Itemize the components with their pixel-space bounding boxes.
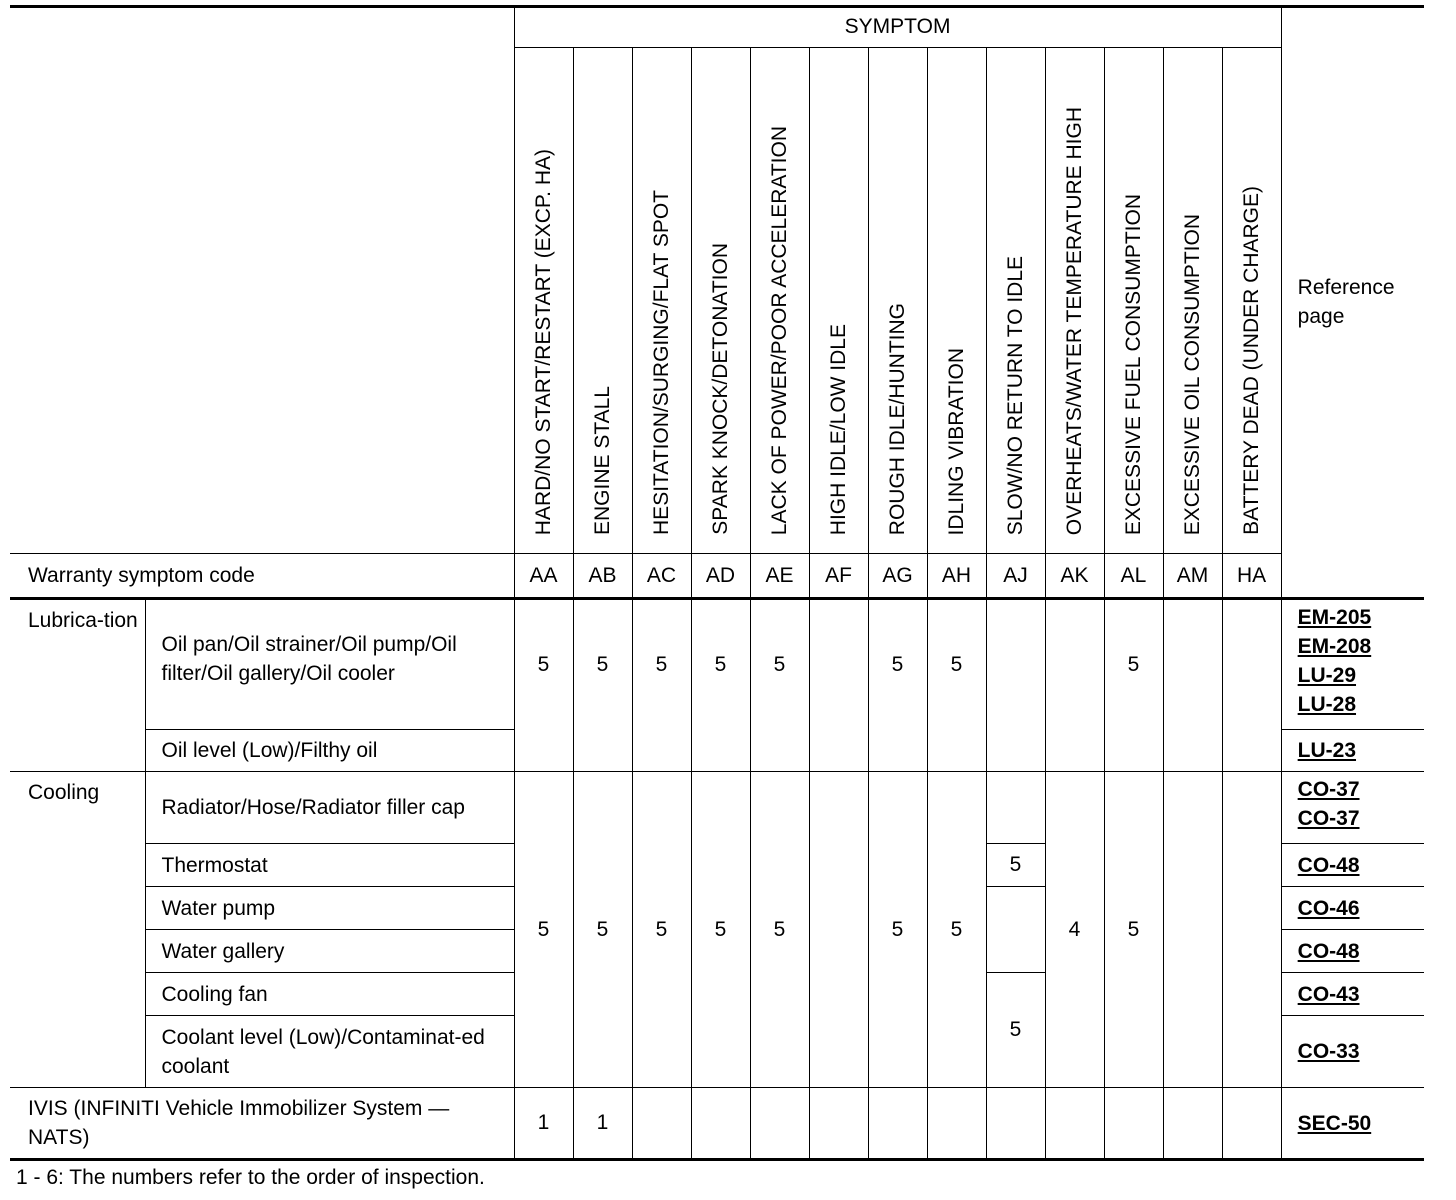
lub-val bbox=[809, 599, 868, 772]
symptom-col-13: BATTERY DEAD (UNDER CHARGE) bbox=[1222, 48, 1281, 554]
symptom-col-12: EXCESSIVE OIL CONSUMPTION bbox=[1163, 48, 1222, 554]
lub-val: 5 bbox=[514, 599, 573, 772]
lub-val: 5 bbox=[750, 599, 809, 772]
ref-link[interactable]: SEC-50 bbox=[1297, 1111, 1372, 1135]
cooling-fan-row: Cooling fan bbox=[145, 973, 514, 1016]
lubrication-oil-pan-row: Oil pan/Oil strainer/Oil pump/Oil filter/Oil gallery/Oil cooler bbox=[145, 599, 514, 730]
code-ag: AG bbox=[868, 554, 927, 599]
symptom-col-8: IDLING VIBRATION bbox=[927, 48, 986, 554]
cool-slow-thermostat: 5 bbox=[986, 844, 1045, 887]
code-am: AM bbox=[1163, 554, 1222, 599]
cooling-ref-2 bbox=[1281, 844, 1424, 887]
cooling-coolant-level-row: Coolant level (Low)/Contaminat-ed coolant bbox=[145, 1016, 514, 1088]
symptom-col-3: HESITATION/SURGING/FLAT SPOT bbox=[632, 48, 691, 554]
lubrication-oil-level-row: Oil level (Low)/Filthy oil bbox=[145, 730, 514, 772]
cool-slow-coolant: 5 bbox=[986, 973, 1045, 1088]
symptom-col-9: SLOW/NO RETURN TO IDLE bbox=[986, 48, 1045, 554]
ref-link[interactable]: CO-46 bbox=[1297, 896, 1360, 920]
lubrication-ref-1 bbox=[1281, 599, 1424, 730]
cool-val: 5 bbox=[691, 772, 750, 1088]
lub-val bbox=[1222, 599, 1281, 772]
ivis-val: 1 bbox=[573, 1088, 632, 1160]
cooling-water-gallery-row: Water gallery bbox=[145, 930, 514, 973]
ref-link[interactable]: EM-205 bbox=[1297, 606, 1372, 629]
cool-val bbox=[809, 772, 868, 1088]
footnote: 1 - 6: The numbers refer to the order of inspection. bbox=[16, 1166, 485, 1189]
lub-val: 5 bbox=[868, 599, 927, 772]
blank-corner bbox=[10, 6, 514, 554]
ref-link[interactable]: CO-48 bbox=[1297, 939, 1360, 963]
symptom-col-6: HIGH IDLE/LOW IDLE bbox=[809, 48, 868, 554]
lub-val: 5 bbox=[691, 599, 750, 772]
cooling-ref-3 bbox=[1281, 887, 1424, 930]
cool-val: 5 bbox=[927, 772, 986, 1088]
code-ae: AE bbox=[750, 554, 809, 599]
cool-val: 5 bbox=[514, 772, 573, 1088]
ref-link[interactable]: CO-37 bbox=[1297, 807, 1360, 830]
symptom-col-4: SPARK KNOCK/DETONATION bbox=[691, 48, 750, 554]
cool-val: 5 bbox=[573, 772, 632, 1088]
cool-val: 5 bbox=[1104, 772, 1163, 1088]
symptom-col-2: ENGINE STALL bbox=[573, 48, 632, 554]
cooling-radiator-row: Radiator/Hose/Radiator filler cap bbox=[145, 772, 514, 844]
symptom-table bbox=[10, 6, 1424, 1161]
ivis-row: IVIS (INFINITI Vehicle Immobilizer System — NATS) bbox=[10, 1088, 514, 1160]
cooling-ref-5 bbox=[1281, 973, 1424, 1016]
code-aa: AA bbox=[514, 554, 573, 599]
cooling-thermostat-row: Thermostat bbox=[145, 844, 514, 887]
lubrication-ref-2 bbox=[1281, 730, 1424, 772]
cool-slow-radiator bbox=[986, 772, 1045, 844]
ivis-ref bbox=[1281, 1088, 1424, 1160]
lub-val: 5 bbox=[573, 599, 632, 772]
code-aj: AJ bbox=[986, 554, 1045, 599]
cool-val bbox=[1163, 772, 1222, 1088]
code-ah: AH bbox=[927, 554, 986, 599]
cooling-ref-6 bbox=[1281, 1016, 1424, 1088]
lubrication-category: Lubrica-tion bbox=[10, 599, 145, 772]
code-ac: AC bbox=[632, 554, 691, 599]
cool-val: 4 bbox=[1045, 772, 1104, 1088]
ref-link[interactable]: LU-23 bbox=[1297, 739, 1357, 762]
warranty-label: Warranty symptom code bbox=[10, 554, 514, 599]
code-af: AF bbox=[809, 554, 868, 599]
code-al: AL bbox=[1104, 554, 1163, 599]
ref-link[interactable]: CO-33 bbox=[1297, 1040, 1360, 1063]
code-ab: AB bbox=[573, 554, 632, 599]
cool-val bbox=[1222, 772, 1281, 1088]
symptom-col-10: OVERHEATS/WATER TEMPERATURE HIGH bbox=[1045, 48, 1104, 554]
symptom-col-5: LACK OF POWER/POOR ACCELERATION bbox=[750, 48, 809, 554]
lub-val bbox=[1045, 599, 1104, 772]
cool-val: 5 bbox=[632, 772, 691, 1088]
cool-val: 5 bbox=[868, 772, 927, 1088]
symptom-col-7: ROUGH IDLE/HUNTING bbox=[868, 48, 927, 554]
symptom-col-11: EXCESSIVE FUEL CONSUMPTION bbox=[1104, 48, 1163, 554]
cool-val: 5 bbox=[750, 772, 809, 1088]
cool-slow-pump-gallery bbox=[986, 887, 1045, 973]
ref-link[interactable]: LU-28 bbox=[1297, 693, 1357, 716]
cooling-water-pump-row: Water pump bbox=[145, 887, 514, 930]
ref-link[interactable]: EM-208 bbox=[1297, 635, 1372, 658]
lub-val: 5 bbox=[632, 599, 691, 772]
cooling-ref-4 bbox=[1281, 930, 1424, 973]
lub-val: 5 bbox=[927, 599, 986, 772]
symptom-heading: SYMPTOM bbox=[514, 6, 1281, 48]
ref-link[interactable]: CO-43 bbox=[1297, 982, 1360, 1006]
lub-val bbox=[1163, 599, 1222, 772]
code-ad: AD bbox=[691, 554, 750, 599]
ivis-val: 1 bbox=[514, 1088, 573, 1160]
ref-link[interactable]: CO-48 bbox=[1297, 853, 1360, 877]
ref-link[interactable]: CO-37 bbox=[1297, 778, 1360, 801]
ref-link[interactable]: LU-29 bbox=[1297, 664, 1357, 687]
code-ha: HA bbox=[1222, 554, 1281, 599]
symptom-col-1: HARD/NO START/RESTART (EXCP. HA) bbox=[514, 48, 573, 554]
cooling-ref-1 bbox=[1281, 772, 1424, 844]
lub-val: 5 bbox=[1104, 599, 1163, 772]
code-ak: AK bbox=[1045, 554, 1104, 599]
lub-val bbox=[986, 599, 1045, 772]
cooling-category: Cooling bbox=[10, 772, 145, 1088]
reference-page-heading: Reference page bbox=[1281, 6, 1424, 599]
